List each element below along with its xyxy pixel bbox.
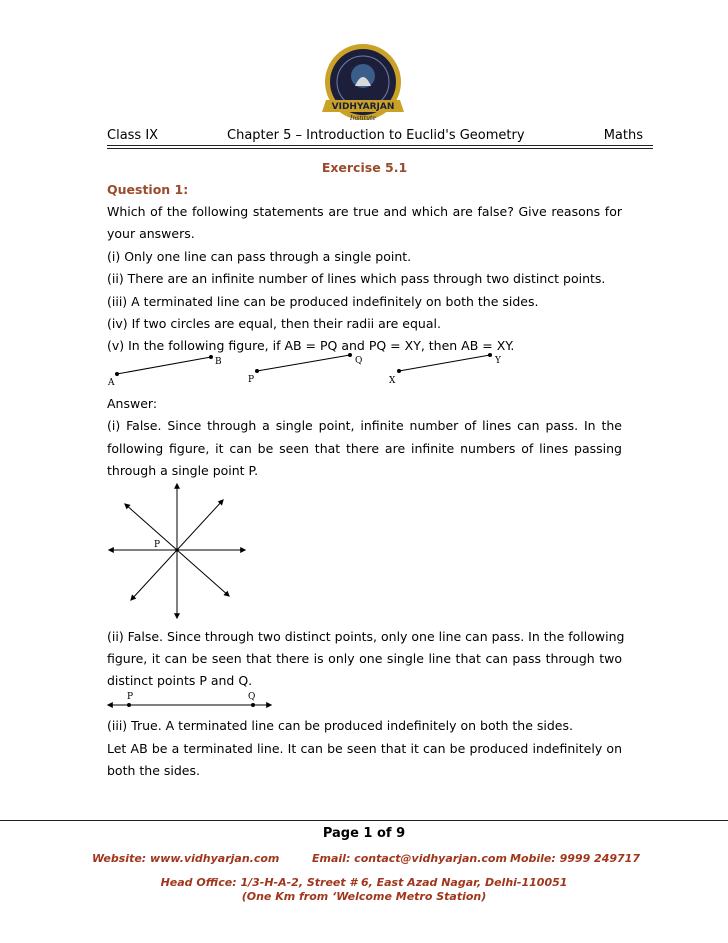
answer-line: (i) False. Since through a single point, infinite number of lines can pass. In the	[107, 418, 622, 433]
page-header	[107, 128, 653, 146]
question-line: Which of the following statements are true and which are false? Give reasons for	[107, 204, 622, 219]
answer-line: (ii) False. Since through two distinct points, only one line can pass. In the following	[107, 629, 625, 644]
exercise-title: Exercise 5.1	[321, 160, 408, 175]
answer-line: (iii) True. A terminated line can be produced indefinitely on both the sides.	[107, 718, 573, 733]
header-divider-double	[107, 148, 653, 149]
question-line: your answers.	[107, 226, 195, 241]
statement-item: (iv) If two circles are equal, then their radii are equal.	[107, 316, 441, 331]
figure-lines-through-point	[105, 478, 250, 623]
label-p: P	[154, 540, 161, 550]
statement-item: (i) Only one line can pass through a single point.	[107, 249, 412, 264]
label-p: P	[248, 375, 255, 385]
statement-item: (iii) A terminated line can be produced indefinitely on both the sides.	[107, 294, 539, 309]
answer-line: distinct points P and Q.	[107, 673, 253, 688]
page-number: Page 1 of 9	[322, 826, 406, 841]
answer-line: both the sides.	[107, 763, 200, 778]
header-class: Class IX	[107, 128, 159, 143]
label-q: Q	[248, 692, 256, 702]
label-b: B	[215, 357, 222, 367]
answer-line: following figure, it can be seen that there are infinite numbers of lines passing	[107, 441, 622, 456]
label-p: P	[127, 692, 134, 702]
header-chapter: Chapter 5 – Introduction to Euclid's Geometry	[227, 128, 525, 143]
statement-item: (ii) There are an infinite number of lines which pass through two distinct points.	[107, 271, 606, 286]
answer-line: Let AB be a terminated line. It can be seen that it can be produced indefinitely on	[107, 741, 622, 756]
footer-divider	[0, 820, 728, 821]
label-q: Q	[355, 356, 363, 366]
header-divider	[107, 145, 653, 146]
logo-subtitle: Institute	[350, 115, 376, 122]
footer-website[interactable]: Website: www.vidhyarjan.com	[92, 852, 280, 865]
footer-landmark: (One Km from ‘Welcome Metro Station)	[241, 890, 487, 903]
footer-email[interactable]: Email: contact@vidhyarjan.com	[312, 852, 507, 865]
answer-label: Answer:	[107, 396, 158, 411]
logo-name: VIDHYARJAN	[331, 102, 395, 112]
header-subject: Maths	[603, 128, 643, 143]
footer-mobile: Mobile: 9999 249717	[510, 852, 640, 865]
institute-logo	[318, 42, 408, 130]
question-label: Question 1:	[107, 182, 189, 197]
answer-line: figure, it can be seen that there is only one single line that can pass through two	[107, 651, 622, 666]
figure-line-through-pq	[105, 690, 275, 714]
footer-office-address: Head Office: 1/3-H-A-2, Street # 6, East Azad Nagar, Delhi-110051	[160, 876, 568, 889]
statement-item: (v) In the following figure, if AB = PQ and PQ = XY, then AB = XY.	[107, 338, 515, 353]
figure-segments-ab-pq-xy	[107, 350, 527, 390]
label-a: A	[108, 378, 115, 388]
label-y: Y	[495, 356, 501, 366]
label-x: X	[389, 376, 396, 386]
answer-line: through a single point P.	[107, 463, 259, 478]
